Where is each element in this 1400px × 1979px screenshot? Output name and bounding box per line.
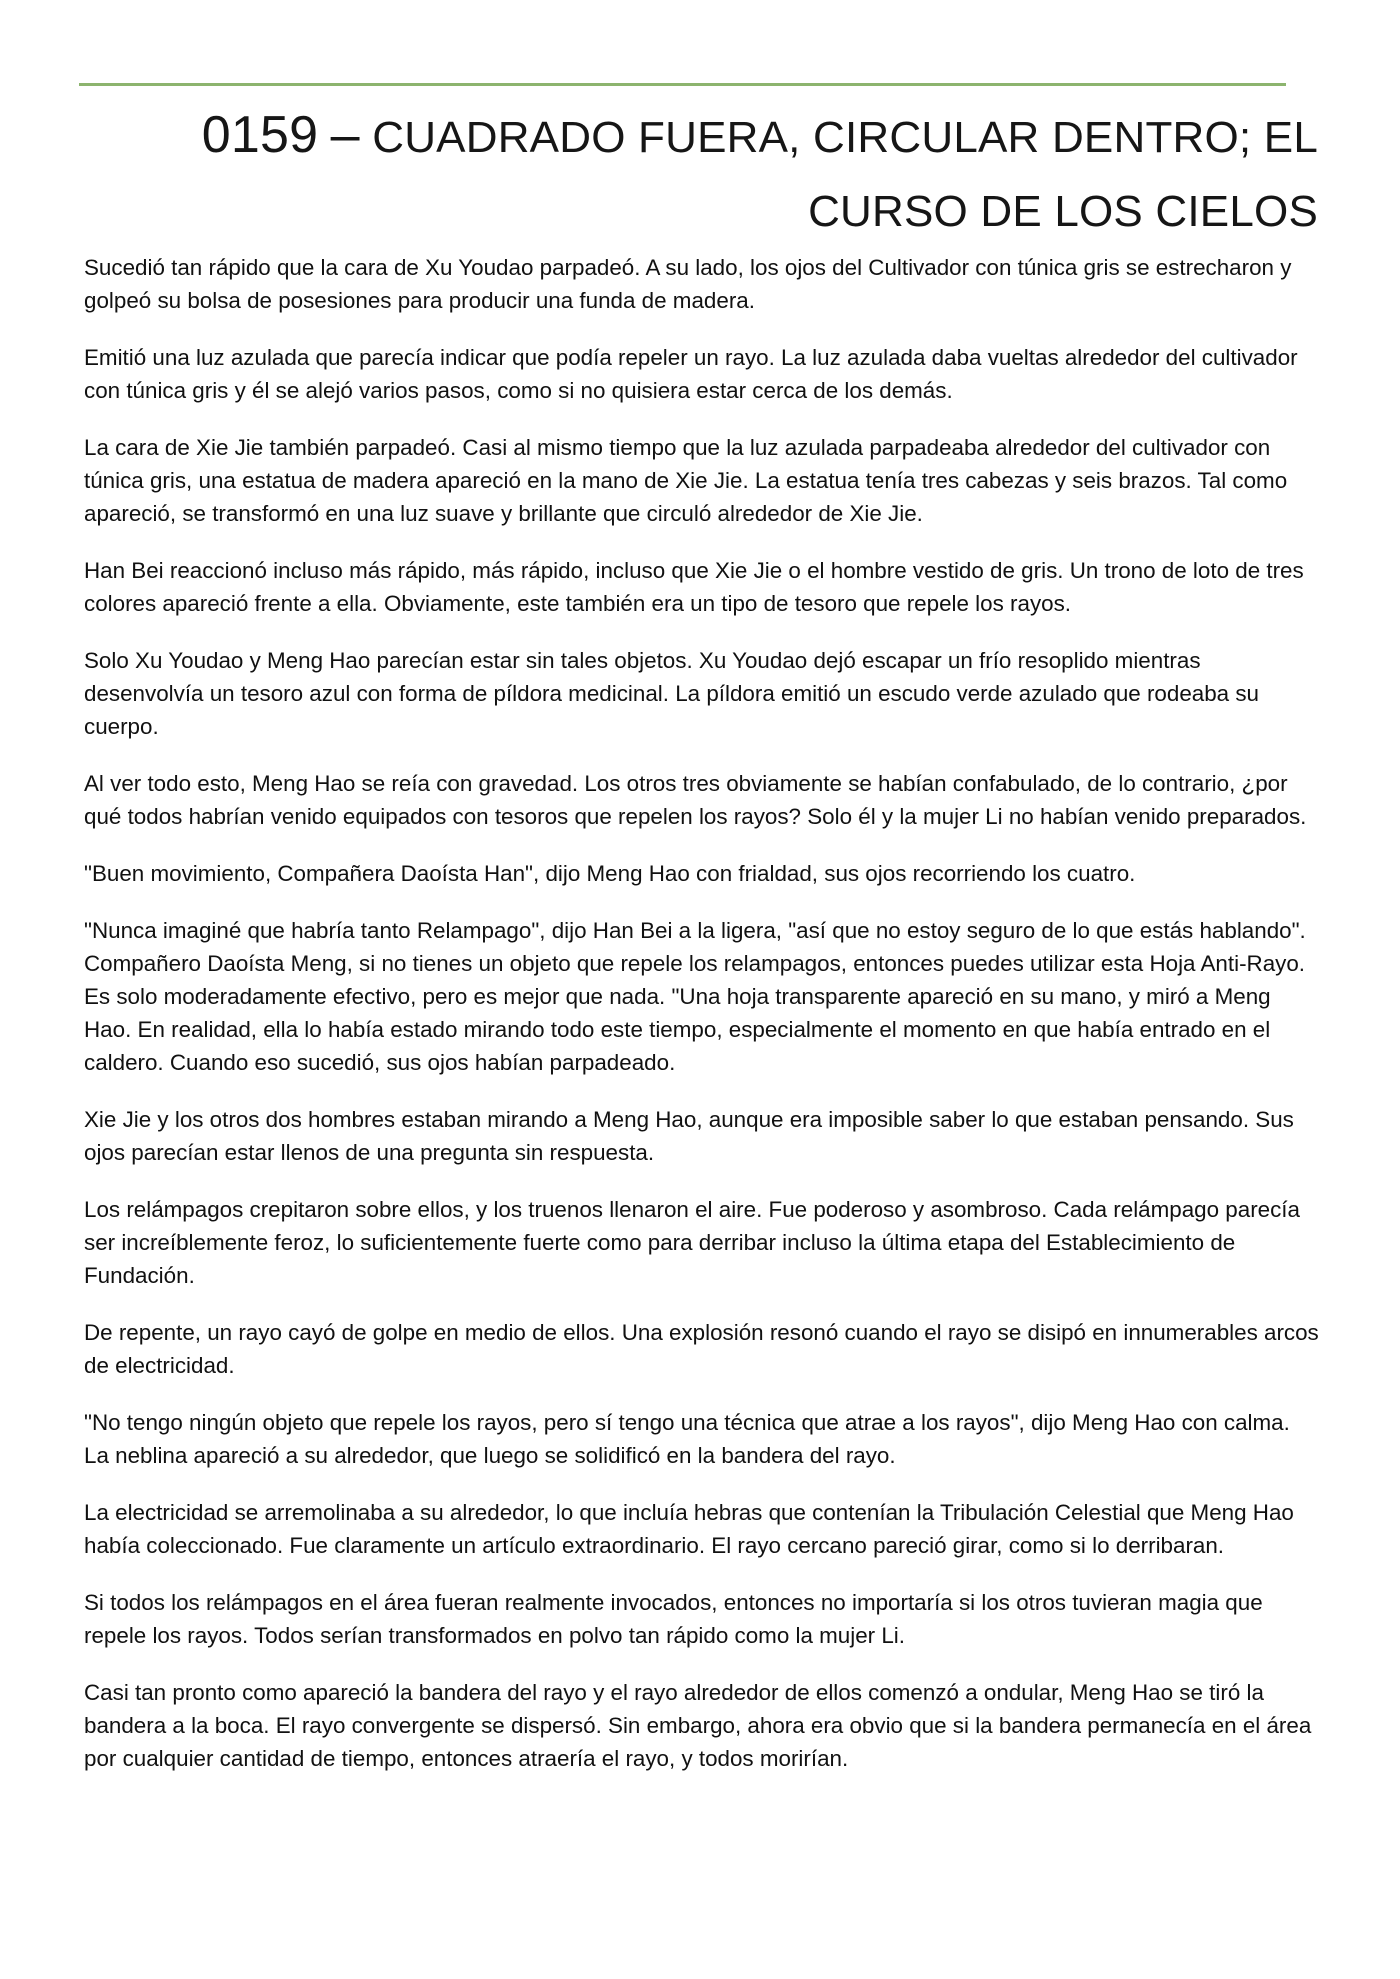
top-divider [79, 83, 1286, 86]
chapter-body [84, 251, 1320, 1799]
paragraph: "Buen movimiento, Compañera Daoísta Han", dijo Meng Hao con frialdad, sus ojos recorriendo los cuatro. [84, 861, 1136, 886]
paragraph: Casi tan pronto como apareció la bandera del rayo y el rayo alrededor de ellos comenzó a ondular, Meng Hao se tiró la bandera a la boca. El rayo convergente se dispersó. Sin embargo, ahora era obvio que si la bandera permanecía en el área por cualquier cantidad de tiempo, entonces atraería el rayo, y todos morirían. [84, 1680, 1312, 1771]
chapter-name: CUADRADO FUERA, CIRCULAR DENTRO; EL CURSO DE LOS CIELOS [372, 113, 1318, 236]
paragraph: "No tengo ningún objeto que repele los rayos, pero sí tengo una técnica que atrae a los rayos", dijo Meng Hao con calma. La neblina apareció a su alrededor, que luego se solidificó en la bandera del rayo. [84, 1410, 1290, 1468]
chapter-dash: – [330, 106, 360, 164]
paragraph: La cara de Xie Jie también parpadeó. Casi al mismo tiempo que la luz azulada parpadeaba alrededor del cultivador con túnica gris, una estatua de madera apareció en la mano de Xie Jie. La estatua tenía tres cabezas y seis brazos. Tal como apareció, se transformó en una luz suave y brillante que circuló alrededor de Xie Jie. [84, 435, 1288, 526]
paragraph: Han Bei reaccionó incluso más rápido, más rápido, incluso que Xie Jie o el hombre vestido de gris. Un trono de loto de tres colores apareció frente a ella. Obviamente, este también era un tipo de tesoro que repele los rayos. [84, 558, 1304, 616]
paragraph: Sucedió tan rápido que la cara de Xu Youdao parpadeó. A su lado, los ojos del Cultivador con túnica gris se estrecharon y golpeó su bolsa de posesiones para producir una funda de madera. [84, 255, 1292, 313]
paragraph: Si todos los relámpagos en el área fueran realmente invocados, entonces no importaría si los otros tuvieran magia que repele los rayos. Todos serían transformados en polvo tan rápido como la mujer Li. [84, 1590, 1263, 1648]
paragraph: La electricidad se arremolinaba a su alrededor, lo que incluía hebras que contenían la Tribulación Celestial que Meng Hao había coleccionado. Fue claramente un artículo extraordinario. El rayo cercano pareció girar, como si lo derribaran. [84, 1500, 1294, 1558]
paragraph: Solo Xu Youdao y Meng Hao parecían estar sin tales objetos. Xu Youdao dejó escapar un frío resoplido mientras desenvolvía un tesoro azul con forma de píldora medicinal. La píldora emitió un escudo verde azulado que rodeaba su cuerpo. [84, 648, 1260, 739]
chapter-title [120, 98, 1318, 249]
paragraph: Los relámpagos crepitaron sobre ellos, y los truenos llenaron el aire. Fue poderoso y asombroso. Cada relámpago parecía ser increíblemente feroz, lo suficientemente fuerte como para derribar incluso la última etapa del Establecimiento de Fundación. [84, 1197, 1300, 1288]
chapter-number: 0159 [201, 106, 319, 164]
paragraph: Emitió una luz azulada que parecía indicar que podía repeler un rayo. La luz azulada daba vueltas alrededor del cultivador con túnica gris y él se alejó varios pasos, como si no quisiera estar cerca de los demás. [84, 345, 1298, 403]
paragraph: De repente, un rayo cayó de golpe en medio de ellos. Una explosión resonó cuando el rayo se disipó en innumerables arcos de electricidad. [84, 1320, 1319, 1378]
paragraph: "Nunca imaginé que habría tanto Relampago", dijo Han Bei a la ligera, "así que no estoy seguro de lo que estás hablando". Compañero Daoísta Meng, si no tienes un objeto que repele los relampagos, entonces puedes utilizar esta Hoja Anti-Rayo. Es solo moderadamente efectivo, pero es mejor que nada. "Una hoja transparente apareció en su mano, y miró a Meng Hao. En realidad, ella lo había estado mirando todo este tiempo, especialmente el momento en que había entrado en el caldero. Cuando eso sucedió, sus ojos habían parpadeado. [84, 918, 1306, 1075]
paragraph: Xie Jie y los otros dos hombres estaban mirando a Meng Hao, aunque era imposible saber lo que estaban pensando. Sus ojos parecían estar llenos de una pregunta sin respuesta. [84, 1107, 1294, 1165]
paragraph: Al ver todo esto, Meng Hao se reía con gravedad. Los otros tres obviamente se habían confabulado, de lo contrario, ¿por qué todos habrían venido equipados con tesoros que repelen los rayos? Solo él y la mujer Li no habían venido preparados. [84, 771, 1307, 829]
